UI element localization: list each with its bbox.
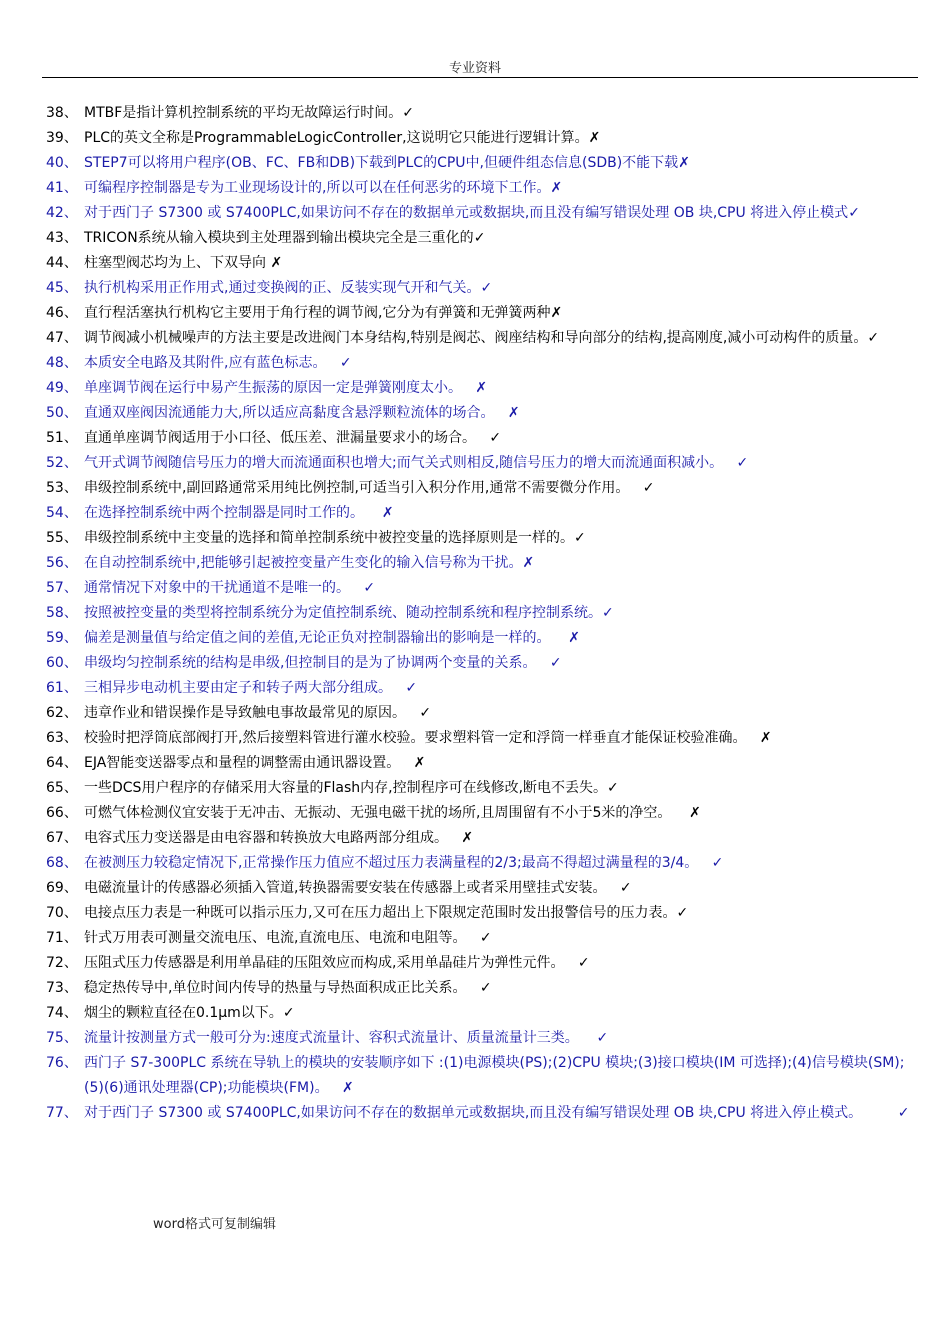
cross-mark-icon: ✗	[550, 305, 563, 321]
question-number: 43、	[46, 230, 78, 246]
question-text	[84, 276, 918, 301]
question-statement: 压阻式压力传感器是利用单晶硅的压阻效应而构成,采用单晶硅片为弹性元件。	[84, 955, 578, 971]
question-item	[46, 201, 918, 226]
check-mark-icon: ✓	[282, 1005, 295, 1021]
question-statement: TRICON系统从输入模块到主处理器到输出模块完全是三重化的	[84, 230, 474, 246]
question-text	[84, 126, 918, 151]
question-number: 47、	[46, 330, 78, 346]
question-item	[46, 276, 918, 301]
question-number: 70、	[46, 905, 78, 921]
question-item	[46, 476, 918, 501]
question-statement: 稳定热传导中,单位时间内传导的热量与导热面积成正比关系。	[84, 980, 480, 996]
question-item	[46, 551, 918, 576]
check-mark-icon: ✓	[619, 880, 632, 896]
question-number: 59、	[46, 630, 78, 646]
check-mark-icon: ✓	[676, 905, 689, 921]
check-mark-icon: ✓	[867, 330, 880, 346]
question-text	[84, 976, 918, 1001]
check-mark-icon: ✓	[419, 705, 432, 721]
question-item	[46, 576, 918, 601]
question-item	[46, 676, 918, 701]
question-item	[46, 1051, 918, 1101]
question-text	[84, 776, 918, 801]
question-statement: 柱塞型阀芯均为上、下双导向	[84, 255, 271, 271]
question-statement: 校验时把浮筒底部阀打开,然后接塑料管进行灌水校验。要求塑料管一定和浮筒一样垂直才能保证校验准确。	[84, 730, 760, 746]
check-mark-icon: ✓	[405, 680, 418, 696]
page-footer: word格式可复制编辑	[153, 1217, 276, 1232]
question-text	[84, 901, 918, 926]
question-text	[84, 151, 918, 176]
question-number: 77、	[46, 1105, 78, 1121]
question-number: 55、	[46, 530, 78, 546]
question-statement: 对于西门子 S7300 或 S7400PLC,如果访问不存在的数据单元或数据块,而且没有编写错误处理 OB 块,CPU 将进入停止模式。	[84, 1105, 898, 1121]
question-item	[46, 176, 918, 201]
question-item	[46, 901, 918, 926]
question-item	[46, 451, 918, 476]
question-text	[84, 851, 918, 876]
question-text	[84, 926, 918, 951]
question-statement: 偏差是测量值与给定值之间的差值,无论正负对控制器输出的影响是一样的。	[84, 630, 569, 646]
question-number: 51、	[46, 430, 78, 446]
question-item	[46, 301, 918, 326]
question-text	[84, 1001, 918, 1026]
question-number: 40、	[46, 155, 78, 171]
question-text	[84, 476, 918, 501]
question-number: 72、	[46, 955, 78, 971]
question-item	[46, 101, 918, 126]
check-mark-icon: ✓	[602, 605, 614, 621]
question-statement: 电接点压力表是一种既可以指示压力,又可在压力超出上下限规定范围时发出报警信号的压力表。	[84, 905, 677, 921]
question-number: 58、	[46, 605, 78, 621]
question-statement: 通常情况下对象中的干扰通道不是唯一的。	[84, 580, 364, 596]
check-mark-icon: ✓	[574, 530, 586, 546]
question-item	[46, 651, 918, 676]
question-statement: 违章作业和错误操作是导致触电事故最常见的原因。	[84, 705, 420, 721]
question-number: 64、	[46, 755, 78, 771]
check-mark-icon: ✓	[642, 480, 655, 496]
question-number: 48、	[46, 355, 78, 371]
question-statement: 烟尘的颗粒直径在0.1μm以下。	[84, 1005, 283, 1021]
cross-mark-icon: ✗	[678, 155, 690, 171]
question-statement: 三相异步电动机主要由定子和转子两大部分组成。	[84, 680, 406, 696]
question-statement: 本质安全电路及其附件,应有蓝色标志。	[84, 355, 340, 371]
check-mark-icon: ✓	[402, 105, 415, 121]
question-text	[84, 576, 918, 601]
question-item	[46, 801, 918, 826]
question-text	[84, 301, 918, 326]
question-number: 57、	[46, 580, 78, 596]
question-number: 53、	[46, 480, 78, 496]
question-statement: 串级控制系统中,副回路通常采用纯比例控制,可适当引入积分作用,通常不需要微分作用。	[84, 480, 643, 496]
question-number: 62、	[46, 705, 78, 721]
question-statement: 西门子 S7-300PLC 系统在导轨上的模块的安装顺序如下 :(1)电源模块(PS);(2)CPU 模块;(3)接口模块(IM 可选择);(4)信号模块(SM);(5)(6)通讯处理器(CP);功能模块(FM)。	[84, 1055, 905, 1096]
question-statement: 流量计按测量方式一般可分为:速度式流量计、容积式流量计、质量流量计三类。	[84, 1030, 597, 1046]
question-statement: 在选择控制系统中两个控制器是同时工作的。	[84, 505, 382, 521]
question-text	[84, 801, 918, 826]
question-text	[84, 826, 918, 851]
cross-mark-icon: ✗	[550, 180, 563, 196]
question-statement: 电磁流量计的传感器必须插入管道,转换器需要安装在传感器上或者采用壁挂式安装。	[84, 880, 620, 896]
question-number: 45、	[46, 280, 78, 296]
check-mark-icon: ✓	[607, 780, 619, 796]
question-item	[46, 776, 918, 801]
question-item	[46, 426, 918, 451]
check-mark-icon: ✓	[489, 430, 502, 446]
question-item	[46, 826, 918, 851]
question-text	[84, 226, 918, 251]
check-mark-icon: ✓	[711, 855, 724, 871]
question-number: 60、	[46, 655, 78, 671]
question-statement: 对于西门子 S7300 或 S7400PLC,如果访问不存在的数据单元或数据块,而且没有编写错误处理 OB 块,CPU 将进入停止模式	[84, 205, 849, 221]
question-text	[84, 1026, 918, 1051]
cross-mark-icon: ✗	[588, 130, 601, 146]
question-statement: 串级均匀控制系统的结构是串级,但控制目的是为了协调两个变量的关系。	[84, 655, 550, 671]
question-number: 76、	[46, 1055, 78, 1071]
question-text	[84, 876, 918, 901]
question-statement: 串级控制系统中主变量的选择和简单控制系统中被控变量的选择原则是一样的。	[84, 530, 574, 546]
question-statement: EJA智能变送器零点和量程的调整需由通讯器设置。	[84, 755, 414, 771]
question-statement: 针式万用表可测量交流电压、电流,直流电压、电流和电阻等。	[84, 930, 480, 946]
question-item	[46, 851, 918, 876]
question-number: 75、	[46, 1030, 78, 1046]
cross-mark-icon: ✗	[568, 630, 580, 646]
question-text	[84, 726, 918, 751]
question-statement: 可燃气体检测仪宜安装于无冲击、无振动、无强电磁干扰的场所,且周围留有不小于5米的净空。	[84, 805, 690, 821]
question-number: 69、	[46, 880, 78, 896]
question-item	[46, 726, 918, 751]
question-item	[46, 326, 918, 351]
question-text	[84, 601, 918, 626]
question-item	[46, 376, 918, 401]
question-text	[84, 701, 918, 726]
question-text	[84, 626, 918, 651]
question-number: 66、	[46, 805, 78, 821]
question-text	[84, 1051, 918, 1101]
question-statement: 直通单座调节阀适用于小口径、低压差、泄漏量要求小的场合。	[84, 430, 490, 446]
question-text	[84, 176, 918, 201]
question-statement: 在自动控制系统中,把能够引起被控变量产生变化的输入信号称为干扰。	[84, 555, 523, 571]
question-number: 44、	[46, 255, 78, 271]
question-item	[46, 876, 918, 901]
check-mark-icon: ✓	[577, 955, 590, 971]
question-number: 39、	[46, 130, 78, 146]
question-statement: 电容式压力变送器是由电容器和转换放大电路两部分组成。	[84, 830, 462, 846]
question-text	[84, 501, 918, 526]
question-item	[46, 751, 918, 776]
question-text	[84, 951, 918, 976]
question-item	[46, 951, 918, 976]
question-list	[46, 101, 918, 1126]
question-statement: PLC的英文全称是ProgrammableLogicController,这说明它只能进行逻辑计算。	[84, 130, 589, 146]
question-statement: 按照被控变量的类型将控制系统分为定值控制系统、随动控制系统和程序控制系统。	[84, 605, 602, 621]
check-mark-icon: ✓	[897, 1105, 910, 1121]
question-statement: 直通双座阀因流通能力大,所以适应高黏度含悬浮颗粒流体的场合。	[84, 405, 508, 421]
question-item	[46, 926, 918, 951]
check-mark-icon: ✓	[736, 455, 749, 471]
cross-mark-icon: ✗	[270, 255, 283, 271]
header-divider	[42, 77, 918, 78]
question-text	[84, 401, 918, 426]
cross-mark-icon: ✗	[413, 755, 426, 771]
check-mark-icon: ✓	[479, 980, 492, 996]
question-item	[46, 226, 918, 251]
question-item	[46, 1001, 918, 1026]
question-item	[46, 401, 918, 426]
question-number: 61、	[46, 680, 78, 696]
question-text	[84, 351, 918, 376]
question-number: 63、	[46, 730, 78, 746]
check-mark-icon: ✓	[479, 930, 492, 946]
cross-mark-icon: ✗	[461, 830, 474, 846]
check-mark-icon: ✓	[339, 355, 352, 371]
question-statement: 在被测压力较稳定情况下,正常操作压力值应不超过压力表满量程的2/3;最高不得超过满量程的3/4。	[84, 855, 712, 871]
question-number: 71、	[46, 930, 78, 946]
cross-mark-icon: ✗	[475, 380, 488, 396]
check-mark-icon: ✓	[480, 280, 493, 296]
question-number: 56、	[46, 555, 78, 571]
question-text	[84, 451, 918, 476]
question-number: 67、	[46, 830, 78, 846]
question-item	[46, 1026, 918, 1051]
question-number: 73、	[46, 980, 78, 996]
question-text	[84, 551, 918, 576]
question-number: 65、	[46, 780, 78, 796]
question-item	[46, 526, 918, 551]
question-item	[46, 151, 918, 176]
cross-mark-icon: ✗	[522, 555, 535, 571]
question-text	[84, 201, 918, 226]
question-item	[46, 1101, 918, 1126]
cross-mark-icon: ✗	[381, 505, 394, 521]
question-number: 46、	[46, 305, 78, 321]
question-item	[46, 251, 918, 276]
question-text	[84, 526, 918, 551]
page-header-title: 专业资料	[448, 61, 501, 76]
cross-mark-icon: ✗	[507, 405, 520, 421]
question-item	[46, 126, 918, 151]
check-mark-icon: ✓	[363, 580, 376, 596]
question-number: 54、	[46, 505, 78, 521]
question-item	[46, 701, 918, 726]
question-number: 50、	[46, 405, 78, 421]
question-text	[84, 1101, 918, 1126]
check-mark-icon: ✓	[596, 1030, 609, 1046]
question-text	[84, 751, 918, 776]
question-statement: 可编程序控制器是专为工业现场设计的,所以可以在任何恶劣的环境下工作。	[84, 180, 551, 196]
question-text	[84, 676, 918, 701]
question-number: 68、	[46, 855, 78, 871]
question-number: 49、	[46, 380, 78, 396]
question-number: 42、	[46, 205, 78, 221]
cross-mark-icon: ✗	[341, 1080, 354, 1096]
question-item	[46, 626, 918, 651]
question-statement: MTBF是指计算机控制系统的平均无故障运行时间。	[84, 105, 403, 121]
question-statement: 气开式调节阀随信号压力的增大而流通面积也增大;而气关式则相反,随信号压力的增大而流通面积减小。	[84, 455, 737, 471]
question-item	[46, 976, 918, 1001]
question-statement: 单座调节阀在运行中易产生振荡的原因一定是弹簧刚度太小。	[84, 380, 476, 396]
question-statement: STEP7可以将用户程序(OB、FC、FB和DB)下载到PLC的CPU中,但硬件组态信息(SDB)不能下载	[84, 155, 679, 171]
cross-mark-icon: ✗	[689, 805, 701, 821]
question-number: 52、	[46, 455, 78, 471]
question-item	[46, 351, 918, 376]
question-text	[84, 651, 918, 676]
check-mark-icon: ✓	[848, 205, 860, 221]
question-text	[84, 426, 918, 451]
question-number: 41、	[46, 180, 78, 196]
question-text	[84, 251, 918, 276]
question-number: 38、	[46, 105, 78, 121]
check-mark-icon: ✓	[473, 230, 486, 246]
question-text	[84, 376, 918, 401]
question-number: 74、	[46, 1005, 78, 1021]
question-statement: 直行程活塞执行机构它主要用于角行程的调节阀,它分为有弹簧和无弹簧两种	[84, 305, 551, 321]
question-item	[46, 501, 918, 526]
question-statement: 一些DCS用户程序的存储采用大容量的Flash内存,控制程序可在线修改,断电不丢失。	[84, 780, 608, 796]
check-mark-icon: ✓	[549, 655, 562, 671]
question-statement: 调节阀减小机械噪声的方法主要是改进阀门本身结构,特别是阀芯、阀座结构和导向部分的结构,提高刚度,减小可动构件的质量。	[84, 330, 868, 346]
question-text	[84, 101, 918, 126]
cross-mark-icon: ✗	[759, 730, 772, 746]
question-statement: 执行机构采用正作用式,通过变换阀的正、反装实现气开和气关。	[84, 280, 481, 296]
question-item	[46, 601, 918, 626]
question-text	[84, 326, 918, 351]
